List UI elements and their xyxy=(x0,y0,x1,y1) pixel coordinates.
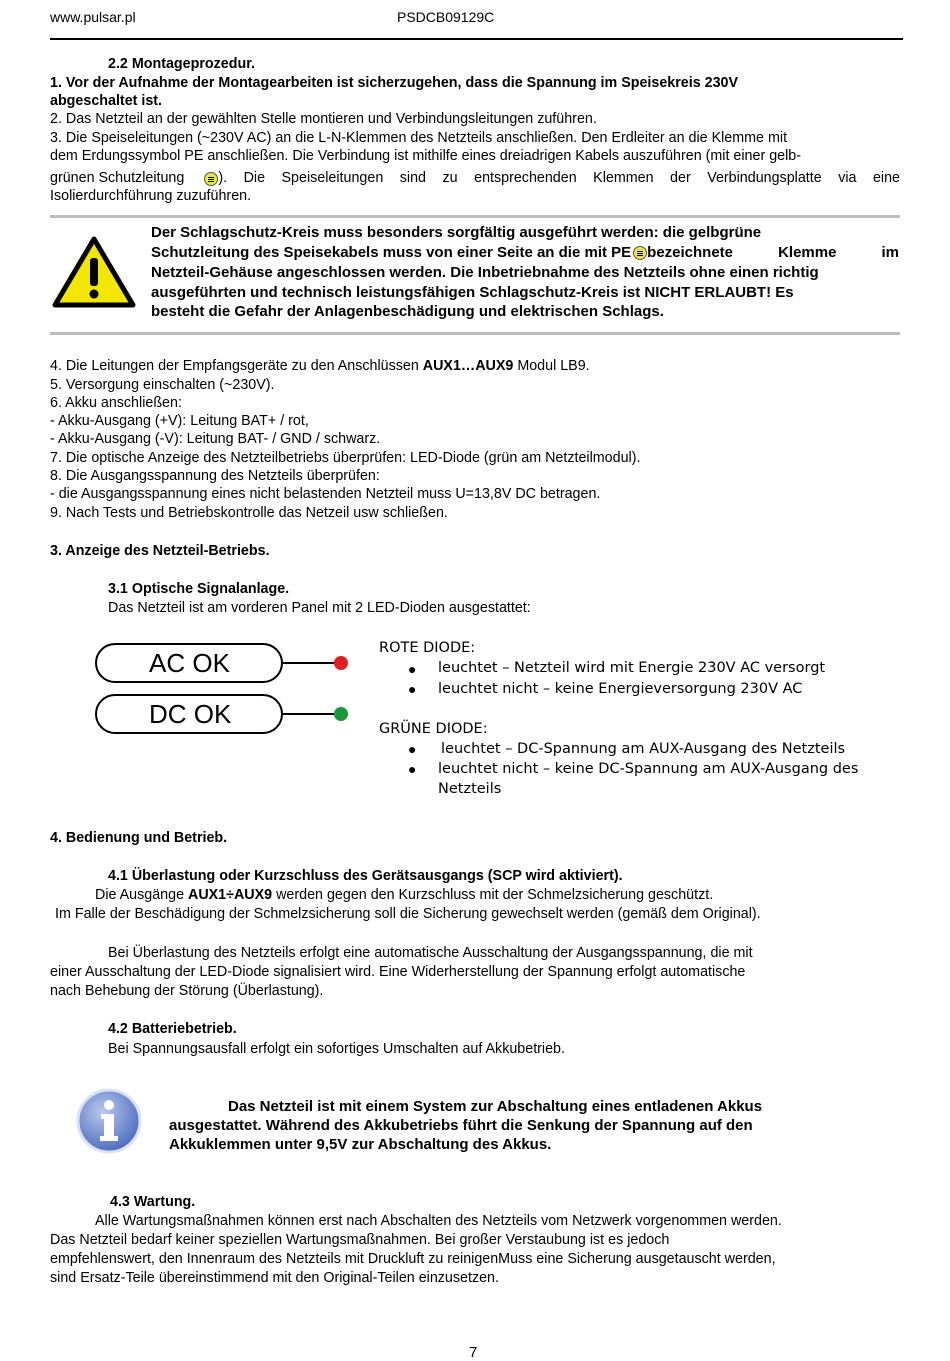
step-6-plus: - Akku-Ausgang (+V): Leitung BAT+ / rot, xyxy=(50,413,309,429)
section-4-3-p-c: empfehlenswert, den Innenraum des Netzteils mit Druckluft zu reinigenMuss eine Sicherung ausgetauscht werden, xyxy=(50,1251,776,1267)
section-3-title: 3. Anzeige des Netzteil-Betriebs. xyxy=(50,543,270,559)
info-line-3: Akkuklemmen unter 9,5V zur Abschaltung des Akkus. xyxy=(169,1136,552,1153)
section-4-3-title: 4.3 Wartung. xyxy=(110,1194,196,1210)
section-4-1-p2: Im Falle der Beschädigung der Schmelzsicherung soll die Sicherung gewechselt werden (gemäß dem Original). xyxy=(55,906,761,922)
step-5: 5. Versorgung einschalten (~230V). xyxy=(50,377,275,393)
step-7: 7. Die optische Anzeige des Netzteilbetriebs überprüfen: LED-Diode (grün am Netzteilmodul). xyxy=(50,450,641,466)
bullet-icon: ● xyxy=(408,761,417,777)
step-3-line-c-start: grünen Schutzleitung xyxy=(50,170,185,186)
section-4-1-p3-b: einer Ausschaltung der LED-Diode signalisiert wird. Eine Widerherstellung der Spannung erfolgt automatische xyxy=(50,964,746,980)
bullet-icon: ● xyxy=(408,681,417,697)
green-diode-off-a: leuchtet nicht – keine DC-Spannung am AUX-Ausgang des xyxy=(438,761,859,777)
step-3-line-b: dem Erdungssymbol PE anschließen. Die Verbindung ist mithilfe eines dreiadrigen Kabels auszuführen (mit einer gelb- xyxy=(50,148,801,164)
p1-end: werden gegen den Kurzschluss mit der Schmelzsicherung geschützt. xyxy=(272,887,714,903)
green-diode-heading: GRÜNE DIODE: xyxy=(379,721,488,737)
p1-start: Die Ausgänge xyxy=(95,887,188,903)
step-8: 8. Die Ausgangsspannung des Netzteils überprüfen: xyxy=(50,468,380,484)
step-3-line-c-end: ). Die Speiseleitungen sind zu entsprechenden Klemmen der Verbindungsplatte via eine xyxy=(218,170,900,186)
warning-line-4: ausgeführten und technisch leistungsfähigen Schlagschutz-Kreis ist NICHT ERLAUBT! Es xyxy=(151,284,794,301)
info-line-2: ausgestattet. Während des Akkubetriebs führt die Senkung der Spannung auf den xyxy=(169,1117,753,1134)
step-4-start: 4. Die Leitungen der Empfangsgeräte zu den Anschlüssen xyxy=(50,358,423,374)
step-9: 9. Nach Tests und Betriebskontrolle das Netzeil usw schließen. xyxy=(50,505,448,521)
step-3-line-d: Isolierdurchführung zuzuführen. xyxy=(50,188,252,204)
warning-triangle-icon xyxy=(52,236,136,308)
step-8-detail: - die Ausgangsspannung eines nicht belastenden Netzteil muss U=13,8V DC betragen. xyxy=(50,486,601,502)
section-3-1-intro: Das Netzteil ist am vorderen Panel mit 2 LED-Dioden ausgestattet: xyxy=(108,600,531,616)
info-line-1: Das Netzteil ist mit einem System zur Abschaltung eines entladenen Akkus xyxy=(228,1098,763,1115)
warning-line-2-start: Schutzleitung des Speisekabels muss von einer Seite an die mit PE xyxy=(151,244,632,261)
step-6: 6. Akku anschließen: xyxy=(50,395,182,411)
warning-line-5: besteht die Gefahr der Anlagenbeschädigung und elektrischen Schlags. xyxy=(151,303,664,320)
warning-line-2 xyxy=(151,243,899,262)
green-diode-off-b: Netzteils xyxy=(438,781,502,797)
dc-leader-line xyxy=(283,713,338,715)
bullet-icon: ● xyxy=(408,741,417,757)
warning-line-3: Netzteil-Gehäuse angeschlossen werden. Die Inbetriebnahme des Netzteils ohne einen richtig xyxy=(151,264,819,281)
section-4-2-p: Bei Spannungsausfall erfolgt ein sofortiges Umschalten auf Akkubetrieb. xyxy=(108,1041,565,1057)
red-diode-on: leuchtet – Netzteil wird mit Energie 230V AC versorgt xyxy=(438,660,826,676)
warning-line-1: Der Schlagschutz-Kreis muss besonders sorgfältig ausgeführt werden: die gelbgrüne xyxy=(151,224,762,241)
section-4-1-title: 4.1 Überlastung oder Kurzschluss des Gerätsausgangs (SCP wird aktiviert). xyxy=(108,868,623,884)
green-led-icon xyxy=(334,707,348,721)
pe-ground-icon xyxy=(204,172,218,186)
ac-leader-line xyxy=(283,662,338,664)
section-4-3-p-d: sind Ersatz-Teile übereinstimmend mit den Original-Teilen einzusetzen. xyxy=(50,1270,499,1286)
section-4-3-p-b: Das Netzteil bedarf keiner speziellen Wartungsmaßnahmen. Bei großer Verstaubung ist es jedoch xyxy=(50,1232,670,1248)
p1-aux: AUX1÷AUX9 xyxy=(188,887,273,903)
green-diode-on: leuchtet – DC-Spannung am AUX-Ausgang des Netzteils xyxy=(441,741,846,757)
section-4-1-p1 xyxy=(95,886,713,905)
page-number: 7 xyxy=(469,1344,478,1361)
section-4-1-p3-a: Bei Überlastung des Netzteils erfolgt eine automatische Ausschaltung der Ausgangsspannung, die mit xyxy=(108,945,753,961)
step-2: 2. Das Netzteil an der gewählten Stelle montieren und Verbindungsleitungen zuführen. xyxy=(50,111,597,127)
red-diode-heading: ROTE DIODE: xyxy=(379,640,476,656)
red-diode-off: leuchtet nicht – keine Energieversorgung 230V AC xyxy=(438,681,803,697)
warning-line-2-end: bezeichnete Klemme im xyxy=(647,244,899,261)
step-4-aux: AUX1…AUX9 xyxy=(422,358,514,374)
step-1-line-a: 1. Vor der Aufnahme der Montagearbeiten ist sicherzugehen, dass die Spannung im Speisekreis 230V xyxy=(50,75,739,91)
header-site: www.pulsar.pl xyxy=(50,9,136,25)
step-3-line-a: 3. Die Speiseleitungen (~230V AC) an die L-N-Klemmen des Netzteils anschließen. Den Erdleiter an die Klemme mit xyxy=(50,130,788,146)
section-4-1-p3-c: nach Behebung der Störung (Überlastung). xyxy=(50,983,324,999)
section-2-2-title: 2.2 Montageprozedur. xyxy=(108,56,255,72)
step-3-line-c xyxy=(50,169,900,188)
bullet-icon: ● xyxy=(408,661,417,677)
step-4 xyxy=(50,357,590,376)
red-led-icon xyxy=(334,656,348,670)
step-4-end: Modul LB9. xyxy=(513,358,590,374)
section-4-2-title: 4.2 Batteriebetrieb. xyxy=(108,1021,237,1037)
header-doc-code: PSDCB09129C xyxy=(397,9,495,25)
info-icon xyxy=(75,1087,143,1155)
section-4-title: 4. Bedienung und Betrieb. xyxy=(50,830,228,846)
ac-ok-label: AC OK xyxy=(95,643,283,683)
section-4-3-p-a: Alle Wartungsmaßnahmen können erst nach Abschalten des Netzteils vom Netzwerk vorgenommen werden. xyxy=(95,1213,782,1229)
header-rule xyxy=(50,38,903,40)
pe-ground-icon-warning xyxy=(633,246,647,260)
section-3-1-title: 3.1 Optische Signalanlage. xyxy=(108,581,290,597)
step-6-minus: - Akku-Ausgang (-V): Leitung BAT- / GND / schwarz. xyxy=(50,431,381,447)
dc-ok-label: DC OK xyxy=(95,694,283,734)
step-1-line-b: abgeschaltet ist. xyxy=(50,93,163,109)
